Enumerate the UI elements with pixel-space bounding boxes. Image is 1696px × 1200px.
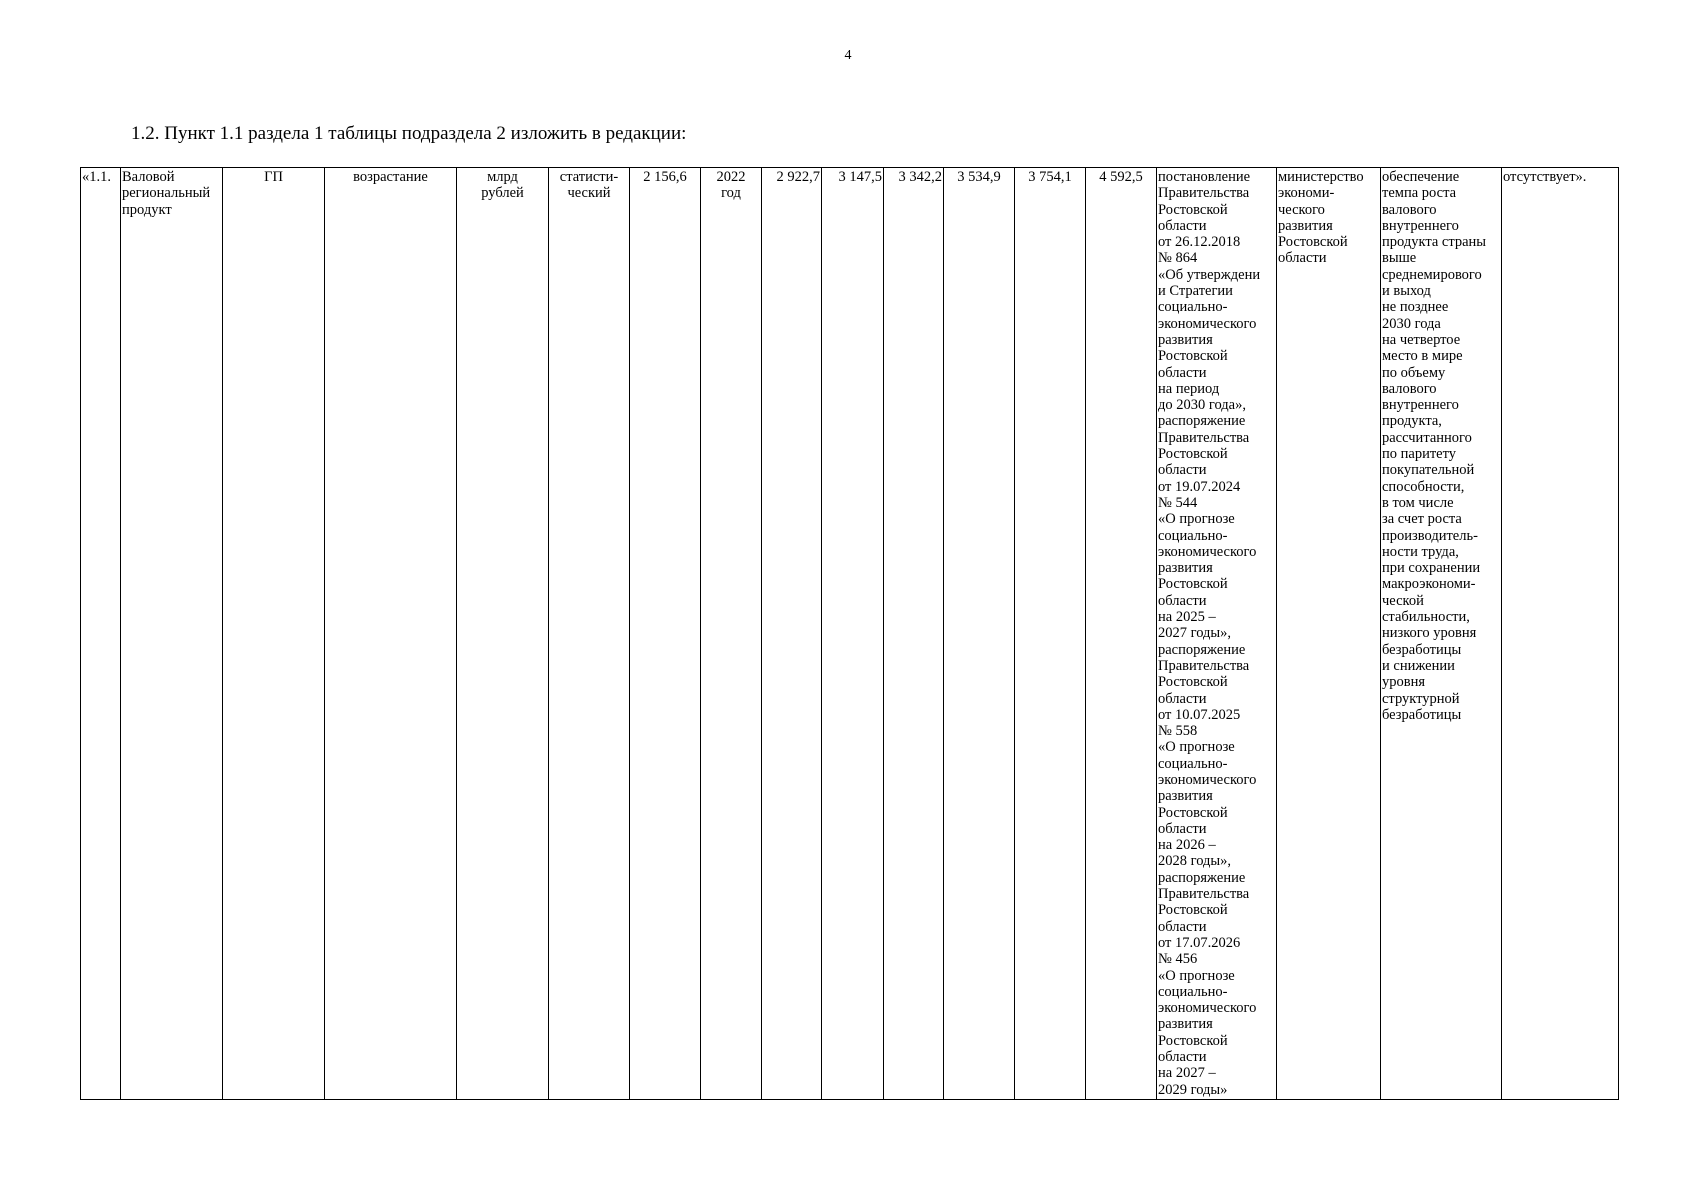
cell-indicator-type: ГП (223, 168, 325, 1100)
cell-goal: обеспечение темпа роста валового внутреннего продукта страны выше среднемирового и выход не позднее 2030 года на четвертое место в мире по объему валового внутреннего продукта, рассчитанного по паритету покупательной способности, в том числе за счет роста производитель- ности труда, при сохранении макроэкономи- ческой стабильности, низкого уровня безработицы и снижении уровня структурной безработицы (1381, 168, 1502, 1100)
cell-responsible: министерство экономи- ческого развития Ростовской области (1277, 168, 1381, 1100)
intro-paragraph: 1.2. Пункт 1.1 раздела 1 таблицы подраздела 2 изложить в редакции: (131, 123, 687, 144)
page-number: 4 (844, 48, 852, 63)
cell-value-4: 3 534,9 (944, 168, 1015, 1100)
cell-unit: млрд рублей (457, 168, 549, 1100)
cell-indicator-name: Валовой региональный продукт (121, 168, 223, 1100)
table-row (81, 168, 1619, 1100)
cell-method: статисти- ческий (549, 168, 630, 1100)
cell-value-3: 3 342,2 (884, 168, 944, 1100)
cell-value-2: 3 147,5 (822, 168, 884, 1100)
cell-value-5: 3 754,1 (1015, 168, 1086, 1100)
cell-value-6: 4 592,5 (1086, 168, 1157, 1100)
cell-base-year: 2022 год (701, 168, 762, 1100)
cell-documents: постановление Правительства Ростовской области от 26.12.2018 № 864 «Об утверждени и Стратегии социально- экономического развития Ростовской области на период до 2030 года», распоряжение Правительства Ростовской области от 19.07.2024 № 544 «О прогнозе социально- экономического развития Ростовской области на 2025 – 2027 годы», распоряжение Правительства Ростовской области от 10.07.2025 № 558 «О прогнозе социально- экономического развития Ростовской области на 2026 – 2028 годы», распоряжение Правительства Ростовской области от 17.07.2026 № 456 «О прогнозе социально- экономического развития Ростовской области на 2027 – 2029 годы» (1157, 168, 1277, 1100)
cell-number: «1.1. (81, 168, 121, 1100)
cell-info-system: отсутствует». (1502, 168, 1619, 1100)
cell-base-value: 2 156,6 (630, 168, 701, 1100)
cell-trend: возрастание (325, 168, 457, 1100)
cell-value-1: 2 922,7 (762, 168, 822, 1100)
indicator-table (80, 167, 1619, 1100)
